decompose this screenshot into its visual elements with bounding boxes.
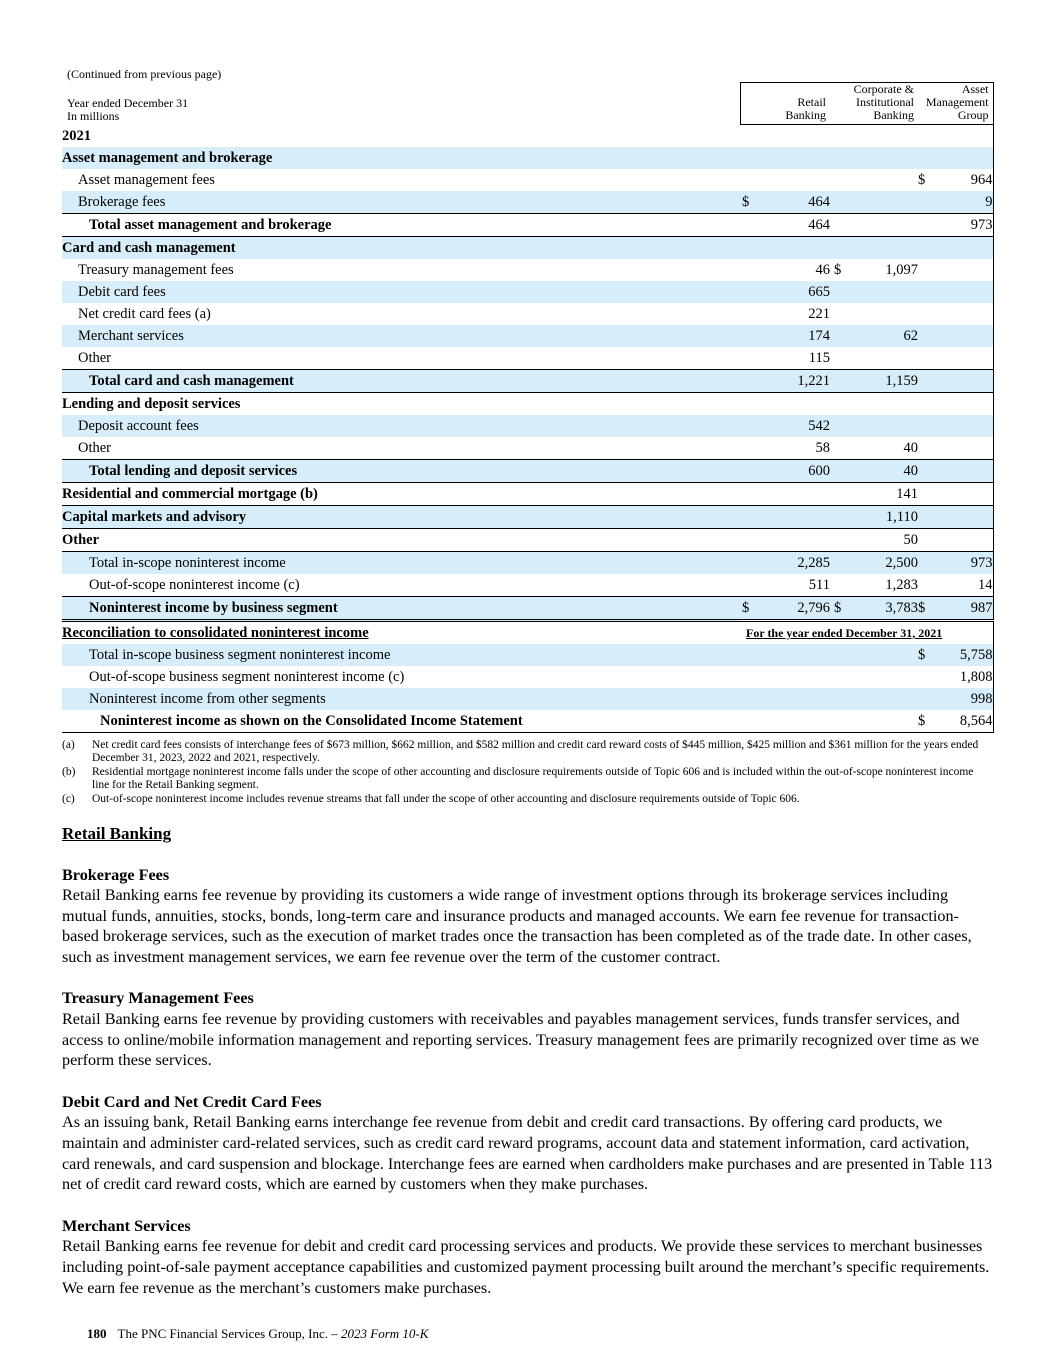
col-header-asset-management-group: Asset Management Group: [918, 83, 993, 125]
page-footer: [87, 1326, 428, 1342]
cell-value: 600: [808, 463, 830, 479]
cell-value: 1,159: [885, 373, 918, 389]
cell-amg: [918, 415, 993, 437]
reconciliation-row: [62, 644, 993, 666]
cell-cib: [830, 506, 918, 529]
cell-value: 2,500: [885, 555, 918, 571]
page: [62, 66, 993, 1319]
cell-value: 2,796: [797, 600, 830, 616]
cell-ret: [740, 147, 830, 169]
currency-symbol: $: [918, 647, 926, 663]
cell-amg: [918, 552, 993, 575]
cell-ret: [740, 529, 830, 552]
cell-value: 987: [970, 600, 993, 616]
subsection-heading: Treasury Management Fees: [62, 989, 254, 1008]
cell-value: 141: [896, 486, 918, 502]
cell-value: 3,783: [885, 600, 918, 616]
table-row: [62, 259, 993, 281]
cell-value: 5,758: [959, 647, 993, 663]
table-row: [62, 214, 993, 237]
cell-ret: [740, 169, 830, 191]
cell-value: 40: [903, 440, 918, 456]
cell-ret: [740, 574, 830, 597]
row-label: Out-of-scope business segment noninterest income (c): [62, 666, 918, 688]
cell-cib: [830, 214, 918, 237]
cell-ret: [740, 303, 830, 325]
cell-value: 50: [903, 532, 918, 548]
cell-value: 1,221: [797, 373, 830, 389]
cell-amg: [918, 325, 993, 347]
table-row: [62, 169, 993, 191]
cell-ret: [740, 191, 830, 214]
row-label: Capital markets and advisory: [62, 506, 740, 529]
year-row: [62, 125, 993, 148]
row-label: Card and cash management: [62, 237, 740, 260]
row-label: Residential and commercial mortgage (b): [62, 483, 740, 506]
cell-amg: [918, 214, 993, 237]
cell-value: 115: [808, 350, 830, 366]
cell-cib: [830, 574, 918, 597]
table-row: [62, 191, 993, 214]
table-row: [62, 574, 993, 597]
row-label: Net credit card fees (a): [62, 303, 740, 325]
header-label-cell: [62, 83, 740, 125]
cell-amg: [918, 597, 993, 621]
row-label: Merchant services: [62, 325, 740, 347]
cell-value: 40: [903, 463, 918, 479]
row-label: Asset management fees: [62, 169, 740, 191]
row-label: Noninterest income by business segment: [62, 597, 740, 621]
row-label: Other: [62, 347, 740, 370]
table-row: [62, 483, 993, 506]
row-label: Noninterest income from other segments: [62, 688, 918, 710]
cell-amg: [918, 259, 993, 281]
currency-symbol: $: [742, 600, 750, 616]
footnote-text: Residential mortgage noninterest income falls under the scope of other accounting and disclosure requirements outside of Topic 606 and is included within the out-of-scope noninterest income line for the Retail Banking segment.: [92, 766, 974, 791]
cell-amg: [918, 191, 993, 214]
reconciliation-rows: [62, 621, 993, 733]
row-label: Total asset management and brokerage: [62, 214, 740, 237]
currency-symbol: $: [918, 713, 926, 729]
footnote: [62, 793, 993, 806]
page-number: 180: [87, 1326, 107, 1341]
cell-cib: [830, 437, 918, 460]
table-row: [62, 552, 993, 575]
table-header-row: [62, 83, 993, 125]
subsection-heading: Debit Card and Net Credit Card Fees: [62, 1092, 322, 1111]
subsection-text: As an issuing bank, Retail Banking earns interchange fee revenue from debit and credit card transactions. By offering card products, we maintain and administer card-related services, such as credit card reward programs, account data and statement information, card activation, card renewals, and card suspension and blockage. Interchange fees are earned when cardholders make purchases and are presented in Table 113 net of credit card reward costs, which are earned by customers when they make purchases.: [62, 1113, 993, 1194]
row-label: Total in-scope noninterest income: [62, 552, 740, 575]
cell-cib: [830, 460, 918, 483]
row-label: Debit card fees: [62, 281, 740, 303]
footnote: [62, 766, 993, 791]
cell-value: 1,808: [959, 669, 993, 685]
footnote-key: (c): [62, 793, 75, 805]
row-label: Noninterest income as shown on the Consolidated Income Statement: [62, 710, 918, 733]
continued-note: (Continued from previous page): [67, 67, 222, 81]
cell-cib: [830, 347, 918, 370]
cell-cib: [830, 415, 918, 437]
cell-value: 973: [970, 555, 993, 571]
cell-value: 2,285: [797, 555, 830, 571]
cell-amg: [918, 237, 993, 260]
cell-value: 464: [808, 194, 830, 210]
cell-amg: [918, 147, 993, 169]
currency-symbol: $: [918, 172, 926, 188]
row-label: Lending and deposit services: [62, 393, 740, 416]
table-row: [62, 393, 993, 416]
table-row: [62, 370, 993, 393]
cell-cib: [830, 281, 918, 303]
table-row: [62, 529, 993, 552]
reconciliation-row: [62, 688, 993, 710]
cell-ret: [740, 393, 830, 416]
cell-amg: [918, 393, 993, 416]
cell-value: 221: [808, 306, 830, 322]
cell-ret: [740, 437, 830, 460]
row-label: Total in-scope business segment noninterest income: [62, 644, 918, 666]
cell-value: 46: [815, 262, 830, 278]
retail-banking-section: [62, 823, 993, 1299]
cell-value: 464: [808, 217, 830, 233]
cell-cib: [830, 237, 918, 260]
table-row: [62, 303, 993, 325]
cell-value: 1,110: [885, 509, 918, 525]
subsection-text: Retail Banking earns fee revenue by providing customers with receivables and payables management services, funds transfer services, and access to online/mobile information management and reporting services. Treasury management fees are primarily recognized over time as we perform these services.: [62, 1010, 979, 1070]
cell-value: 1,283: [885, 577, 918, 593]
cell-amg: [918, 303, 993, 325]
footnote-text: Out-of-scope noninterest income includes revenue streams that fall under the scope of other accounting and disclosure requirements outside of Topic 606.: [92, 793, 800, 805]
cell-total: [918, 688, 993, 710]
header-in-millions: In millions: [67, 108, 120, 123]
currency-symbol: $: [742, 194, 750, 210]
footnotes: [62, 739, 993, 806]
subsection-heading: Brokerage Fees: [62, 865, 170, 884]
row-label: Deposit account fees: [62, 415, 740, 437]
cell-value: 665: [808, 284, 830, 300]
table-row: [62, 347, 993, 370]
cell-value: 174: [808, 328, 830, 344]
reconciliation-title: Reconciliation to consolidated noninterest income: [62, 625, 369, 641]
currency-symbol: $: [834, 600, 842, 616]
cell-amg: [918, 437, 993, 460]
table-row: [62, 506, 993, 529]
cell-value: 998: [970, 691, 993, 707]
cell-amg: [918, 574, 993, 597]
subsection-text: Retail Banking earns fee revenue by providing its customers a wide range of investment options through its brokerage services including mutual funds, annuities, stocks, bonds, long-term care and insurance products and managed accounts. We earn fee revenue for transaction-based brokerage services, such as the execution of market trades once the transaction has been completed as of the trade date. In other cases, such as investment management services, we earn fee revenue over the term of the customer contract.: [62, 886, 972, 966]
table-row: [62, 437, 993, 460]
col-header-corporate-institutional-banking: Corporate & Institutional Banking: [830, 83, 918, 125]
cell-value: 9: [985, 194, 993, 210]
cell-total: [918, 710, 993, 733]
cell-value: 542: [808, 418, 830, 434]
cell-ret: [740, 460, 830, 483]
cell-ret: [740, 483, 830, 506]
row-label: Total lending and deposit services: [62, 460, 740, 483]
row-label: Other: [62, 529, 740, 552]
table-row: [62, 147, 993, 169]
cell-amg: [918, 370, 993, 393]
cell-ret: [740, 506, 830, 529]
cell-ret: [740, 325, 830, 347]
cell-value: 14: [978, 577, 993, 593]
cell-cib: [830, 597, 918, 621]
footnote-text: Net credit card fees consists of interchange fees of $673 million, $662 million, and $582 million and credit card reward costs of $445 million, $425 million and $361 million for the years ended December 31, 2023, 2022 and 2021, respectively.: [92, 739, 979, 764]
cell-ret: [740, 552, 830, 575]
row-label: Treasury management fees: [62, 259, 740, 281]
row-label: Out-of-scope noninterest income (c): [62, 574, 740, 597]
year-label: 2021: [62, 125, 740, 148]
cell-cib: [830, 325, 918, 347]
row-label: Asset management and brokerage: [62, 147, 740, 169]
col-header-retail-banking: Retail Banking: [740, 83, 830, 125]
header-year-ended: Year ended December 31: [67, 95, 189, 110]
section-title: Retail Banking: [62, 823, 172, 843]
table-row: [62, 415, 993, 437]
footer-document: 2023 Form 10-K: [341, 1326, 429, 1341]
cell-cib: [830, 370, 918, 393]
cell-amg: [918, 529, 993, 552]
cell-cib: [830, 303, 918, 325]
row-label: Other: [62, 437, 740, 460]
cell-value: 964: [970, 172, 993, 188]
cell-ret: [740, 237, 830, 260]
cell-cib: [830, 191, 918, 214]
footnote-key: (b): [62, 766, 76, 778]
row-label: Brokerage fees: [62, 191, 740, 214]
cell-ret: [740, 281, 830, 303]
footer-company: The PNC Financial Services Group, Inc. –: [117, 1326, 338, 1341]
cell-value: 8,564: [959, 713, 993, 729]
table-row: [62, 597, 993, 621]
cell-amg: [918, 483, 993, 506]
table-row: [62, 281, 993, 303]
cell-cib: [830, 483, 918, 506]
cell-cib: [830, 529, 918, 552]
noninterest-income-table: [62, 82, 994, 733]
cell-cib: [830, 552, 918, 575]
reconciliation-row: [62, 710, 993, 733]
table-row: [62, 460, 993, 483]
cell-cib: [830, 393, 918, 416]
table-row: [62, 325, 993, 347]
cell-amg: [918, 281, 993, 303]
cell-value: 511: [808, 577, 830, 593]
cell-amg: [918, 506, 993, 529]
cell-amg: [918, 169, 993, 191]
cell-amg: [918, 347, 993, 370]
subsections: [62, 865, 993, 1299]
currency-symbol: $: [834, 262, 842, 278]
cell-value: 1,097: [885, 262, 918, 278]
cell-ret: [740, 259, 830, 281]
reconciliation-period: For the year ended December 31, 2021: [746, 626, 943, 640]
cell-ret: [740, 370, 830, 393]
cell-total: [918, 666, 993, 688]
cell-value: 973: [970, 217, 993, 233]
currency-symbol: $: [918, 600, 926, 616]
cell-cib: [830, 259, 918, 281]
cell-cib: [830, 147, 918, 169]
cell-total: [918, 644, 993, 666]
cell-value: 58: [815, 440, 830, 456]
reconciliation-header-row: [62, 621, 993, 645]
row-label: Total card and cash management: [62, 370, 740, 393]
reconciliation-row: [62, 666, 993, 688]
subsection-heading: Merchant Services: [62, 1216, 191, 1235]
cell-cib: [830, 169, 918, 191]
cell-ret: [740, 415, 830, 437]
subsection-text: Retail Banking earns fee revenue for debit and credit card processing services and products. We provide these services to merchant businesses including point-of-sale payment acceptance capabilities and customized payment processing built around the merchant’s specific requirements. We earn fee revenue as the merchant’s customers make purchases.: [62, 1237, 990, 1297]
footnote: [62, 739, 993, 764]
cell-value: 62: [903, 328, 918, 344]
cell-ret: [740, 347, 830, 370]
cell-ret: [740, 597, 830, 621]
table-row: [62, 237, 993, 260]
table-rows: [62, 147, 993, 621]
cell-amg: [918, 460, 993, 483]
footnote-key: (a): [62, 739, 75, 751]
cell-ret: [740, 214, 830, 237]
